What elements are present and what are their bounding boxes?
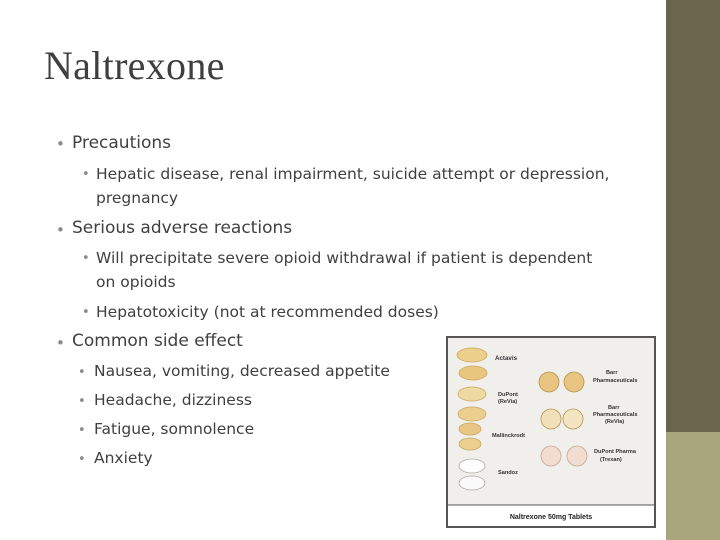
list-item: Anxiety <box>94 449 153 467</box>
bullet-icon: • <box>78 452 86 467</box>
section-heading-common-side-effect: Common side effect <box>72 331 243 351</box>
label-revia: (ReVia) <box>605 419 625 425</box>
bullet-icon: • <box>82 167 90 182</box>
label-dupont-pharma: DuPont Pharma <box>594 449 636 455</box>
label-sandoz: Sandoz <box>498 470 518 476</box>
section-heading-serious-adverse-reactions: Serious adverse reactions <box>72 218 293 238</box>
label-barr: Barr <box>608 405 620 411</box>
label-pharmaceuticals: Pharmaceuticals <box>593 412 638 418</box>
bullet-icon: • <box>78 365 86 380</box>
label-actavis: Actavis <box>495 355 518 362</box>
bullet-icon: • <box>82 305 90 320</box>
bullet-icon: • <box>78 394 86 409</box>
label-mallinckrodt: Mallinckrodt <box>492 433 525 439</box>
section-heading-precautions: Precautions <box>72 133 171 153</box>
label-trexan: (Trexan) <box>600 457 622 463</box>
slide-title: Naltrexone <box>44 43 225 88</box>
label-pharmaceuticals: Pharmaceuticals <box>593 378 638 384</box>
list-item: Fatigue, somnolence <box>94 420 255 438</box>
list-item: pregnancy <box>96 189 179 207</box>
image-caption: Naltrexone 50mg Tablets <box>509 514 593 521</box>
label-barr: Barr <box>606 370 618 376</box>
bullet-icon: • <box>56 221 65 239</box>
naltrexone-tablets-image <box>446 336 656 528</box>
label-revia: (ReVia) <box>498 399 518 405</box>
list-item: on opioids <box>96 273 176 291</box>
label-dupont: DuPont <box>498 392 518 398</box>
list-item: Nausea, vomiting, decreased appetite <box>94 362 390 380</box>
list-item: Hepatic disease, renal impairment, suicide attempt or depression, <box>96 165 610 183</box>
bullet-icon: • <box>56 135 65 153</box>
list-item: Hepatotoxicity (not at recommended doses) <box>96 303 439 321</box>
tablets-illustration <box>448 338 654 526</box>
bullet-icon: • <box>82 251 90 266</box>
list-item: Will precipitate severe opioid withdrawal if patient is dependent <box>96 249 593 267</box>
list-item: Headache, dizziness <box>94 391 252 409</box>
right-accent-bar <box>666 432 720 540</box>
bullet-icon: • <box>78 423 86 438</box>
bullet-icon: • <box>56 334 65 352</box>
